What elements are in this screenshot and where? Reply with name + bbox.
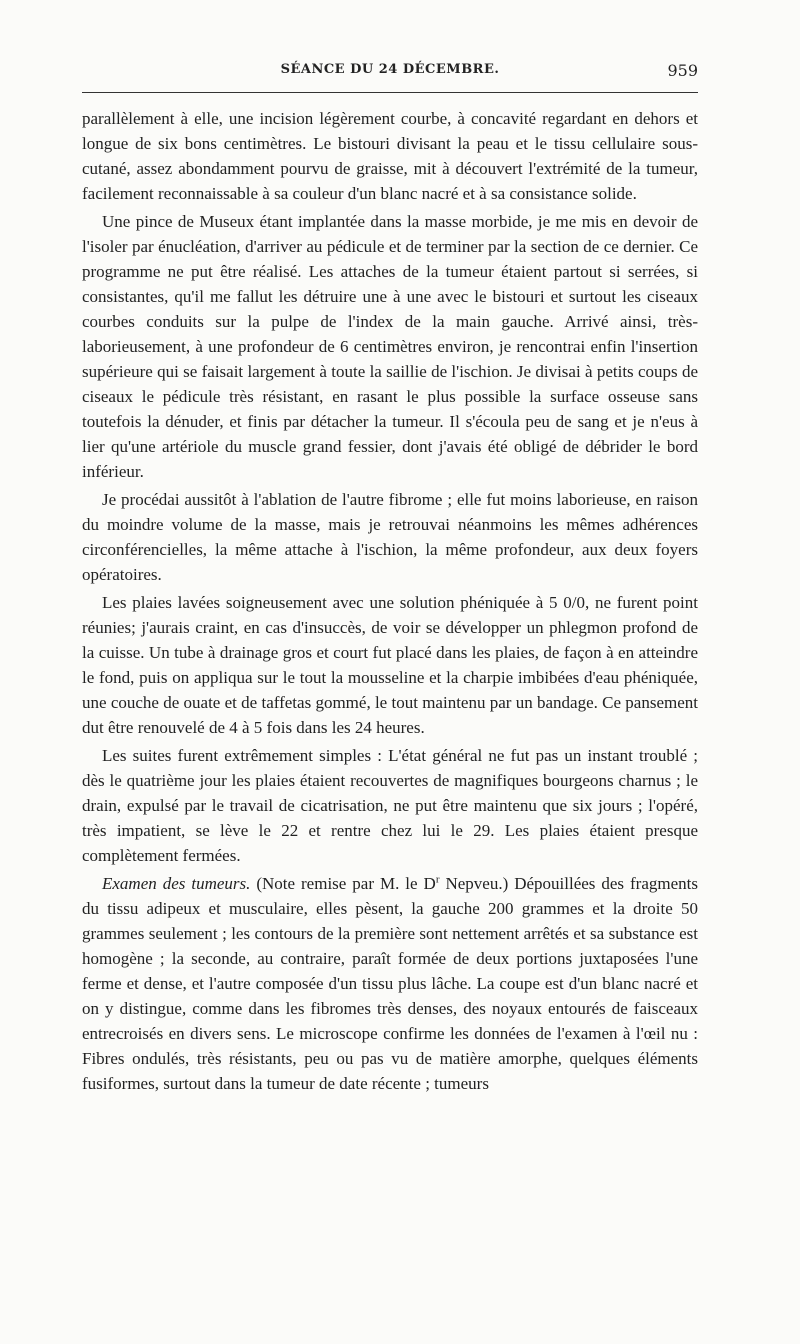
note-attribution-end: Nepveu.) (439, 874, 515, 893)
paragraph-text: Dépouillées des fragments du tissu adipeux et musculaire, elles pèsent, la gauche 200 grammes et la droite 50 grammes seulement ; les contours de la première sont nettement arrêtés et sa substance est homogène ; la seconde, au contraire, paraît formée de deux portions juxtaposées l'une ferme et dense, et l'autre composée d'un tissu plus lâche. La coupe est d'un blanc nacré et on y distingue, comme dans les fibromes très denses, des noyaux entourés de faisceaux entrecroisés en divers sens. Le microscope confirme les données de l'examen à l'œil nu : Fibres ondulés, très résistants, peu ou pas vu de matière amorphe, quelques éléments fusiformes, surtout dans la tumeur de date récente ; tumeurs (82, 874, 698, 1093)
paragraph: Je procédai aussitôt à l'ablation de l'autre fibrome ; elle fut moins laborieuse, en raison du moindre volume de la masse, mais je retrouvai néanmoins les mêmes adhérences circonférencielles, la même attache à l'ischion, la même profondeur, aux deux foyers opératoires. (82, 490, 698, 584)
paragraph: parallèlement à elle, une incision légèrement courbe, à concavité regardant en dehors et longue de six bons centimètres. Le bistouri divisant la peau et le tissu cellulaire sous-cutané, assez abondamment pourvu de graisse, mit à découvert l'extrémité de la tumeur, facilement reconnaissable à sa couleur d'un blanc nacré et à sa consistance solide. (82, 109, 698, 203)
body-text (82, 106, 698, 1099)
paragraph: Les suites furent extrêmement simples : L'état général ne fut pas un instant troublé ; dès le quatrième jour les plaies étaient recouvertes de magnifiques bourgeons charnus ; le drain, expulsé par le travail de cicatrisation, ne put être maintenu que six jours ; l'opéré, très impatient, se lève le 22 et rentre chez lui le 29. Les plaies étaient presque complètement fermées. (82, 746, 698, 865)
paragraph-examen (82, 871, 698, 1096)
section-heading: Examen des tumeurs. (102, 874, 251, 893)
running-header (82, 62, 698, 86)
note-sup: r (435, 873, 440, 886)
page-number: 959 (667, 61, 698, 80)
paragraph: Les plaies lavées soigneusement avec une solution phéniquée à 5 0/0, ne furent point réunies; j'aurais craint, en cas d'insuccès, de voir se développer un phlegmon profond de la cuisse. Un tube à drainage gros et court fut placé dans les plaies, de façon à en atteindre le fond, puis on appliqua sur le tout la mousseline et la charpie imbibées d'eau phéniquée, une couche de ouate et de taffetas gommé, le tout maintenu par un bandage. Ce pansement dut être renouvelé de 4 à 5 fois dans les 24 heures. (82, 593, 698, 737)
header-rule (82, 92, 698, 93)
paragraph: Une pince de Museux étant implantée dans la masse morbide, je me mis en devoir de l'isoler par énucléation, d'arriver au pédicule et de terminer par la section de ce dernier. Ce programme ne put être réalisé. Les attaches de la tumeur étaient partout si serrées, si consistantes, qu'il me fallut les détruire une à une avec le bistouri et surtout les ciseaux courbes conduits sur la pulpe de l'index de la main gauche. Arrivé ainsi, très-laborieusement, à une profondeur de 6 centimètres environ, je rencontrai enfin l'insertion supérieure qui se faisait largement à toute la saillie de l'ischion. Je divisai à petits coups de ciseaux le pédicule très résistant, en rasant le plus possible la surface osseuse sans toutefois la dénuder, et finis par détacher la tumeur. Il s'écoula peu de sang et je n'eus à lier qu'une artériole du muscle grand fessier, dont j'avais été obligé de débrider le bord inférieur. (82, 212, 698, 481)
header-title: SÉANCE DU 24 DÉCEMBRE. (280, 62, 500, 77)
note-attribution: (Note remise par M. le D (250, 874, 436, 893)
